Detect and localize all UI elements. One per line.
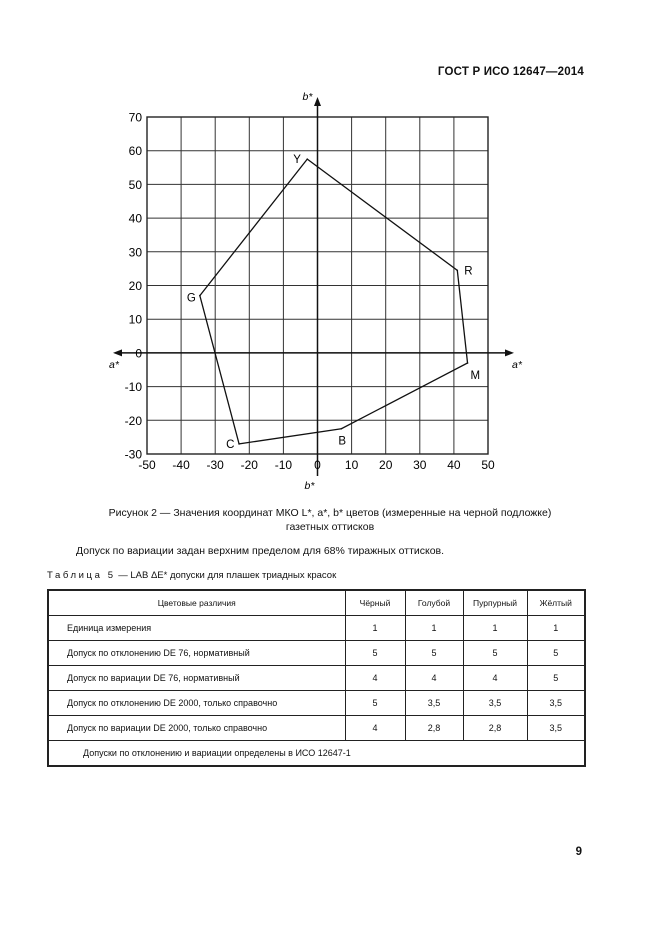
vertex-point xyxy=(238,443,240,445)
table-cell: Допуск по вариации DE 2000, только справочно xyxy=(48,716,345,741)
vertex-point xyxy=(467,362,469,364)
table-caption-text: — LAB ΔE* допуски для плашек триадных красок xyxy=(115,570,337,581)
gamut-polygon xyxy=(200,159,468,444)
figure-caption xyxy=(40,506,620,534)
table-cell: 1 xyxy=(345,616,405,641)
y-tick-label: 30 xyxy=(128,245,142,260)
table-caption xyxy=(47,570,336,581)
y-tick-label: -20 xyxy=(124,413,142,428)
table-cell: 5 xyxy=(345,641,405,666)
table-row xyxy=(48,716,585,741)
header-cell: Пурпурный xyxy=(463,590,527,616)
header-cell: Цветовые различия xyxy=(48,590,345,616)
x-tick-label: 10 xyxy=(344,458,359,472)
x-tick-label: -30 xyxy=(206,458,224,472)
header-cell: Чёрный xyxy=(345,590,405,616)
y-tick-label: 20 xyxy=(128,279,142,293)
table-cell: 5 xyxy=(463,641,527,666)
header-cell: Голубой xyxy=(405,590,463,616)
table-row xyxy=(48,616,585,641)
x-axis-arrow-left-icon xyxy=(113,349,122,356)
table-cell: 3,5 xyxy=(527,716,585,741)
vertex-label: Y xyxy=(293,154,301,167)
y-tick-label: -30 xyxy=(124,447,142,462)
vertex-point xyxy=(306,158,308,160)
table-cell: Единица измерения xyxy=(48,616,345,641)
x-tick-label: -10 xyxy=(274,458,293,472)
table-cell: 1 xyxy=(463,616,527,641)
table-cell: 5 xyxy=(527,641,585,666)
table-caption-number: Таблица 5 xyxy=(47,570,116,581)
vertex-label: B xyxy=(338,435,347,448)
header-cell: Жёлтый xyxy=(527,590,585,616)
x-tick-label: -40 xyxy=(172,458,190,472)
table-cell: 2,8 xyxy=(405,716,463,741)
table-cell: 3,5 xyxy=(405,691,463,716)
table-note: Допуски по отклонению и вариации определены в ИСО 12647-1 xyxy=(48,741,585,767)
y-axis-label-top: b* xyxy=(302,91,313,103)
y-tick-label: 10 xyxy=(128,312,142,327)
x-tick-label: 0 xyxy=(314,458,321,472)
table-row xyxy=(48,641,585,666)
x-tick-label: 40 xyxy=(447,458,461,472)
table-row xyxy=(48,691,585,716)
x-axis-label-left: a* xyxy=(109,358,119,371)
vertex-label: M xyxy=(470,370,481,383)
table-cell: Допуск по отклонению DE 2000, только справочно xyxy=(48,691,345,716)
x-axis-label-right: a* xyxy=(512,358,522,371)
y-tick-label: 60 xyxy=(128,144,142,159)
table-cell: 5 xyxy=(527,666,585,691)
table-cell: 5 xyxy=(405,641,463,666)
table-cell: 2,8 xyxy=(463,716,527,741)
vertex-label: C xyxy=(226,438,235,451)
table-cell: Допуск по отклонению DE 76, нормативный xyxy=(48,641,345,666)
x-tick-label: 20 xyxy=(379,458,393,472)
table-cell: 4 xyxy=(405,666,463,691)
figure-caption-line2: газетных оттисков xyxy=(285,521,375,533)
y-tick-label: 70 xyxy=(128,110,142,125)
table-cell: Допуск по вариации DE 76, нормативный xyxy=(48,666,345,691)
x-tick-label: 30 xyxy=(413,458,427,472)
vertex-point xyxy=(199,295,201,297)
table-cell: 1 xyxy=(527,616,585,641)
y-tick-label: -10 xyxy=(124,380,142,395)
table-cell: 4 xyxy=(345,716,405,741)
table-cell: 4 xyxy=(345,666,405,691)
x-axis-arrow-right-icon xyxy=(505,349,514,356)
x-tick-label: -20 xyxy=(240,458,258,472)
y-tick-label: 0 xyxy=(135,346,142,361)
vertex-point xyxy=(457,270,459,272)
vertex-label: R xyxy=(464,265,473,278)
y-tick-label: 50 xyxy=(128,177,142,192)
table-note-row xyxy=(48,741,585,767)
table-cell: 3,5 xyxy=(527,691,585,716)
y-tick-label: 40 xyxy=(128,211,142,226)
tolerance-table xyxy=(47,589,586,767)
vertex-label: G xyxy=(186,292,196,305)
table-row xyxy=(48,666,585,691)
table-cell: 4 xyxy=(463,666,527,691)
y-axis-label-bottom: b* xyxy=(304,480,315,492)
table-cell: 5 xyxy=(345,691,405,716)
table-header-row xyxy=(48,590,585,616)
x-tick-label: 50 xyxy=(481,458,495,472)
x-tick-label: -50 xyxy=(138,458,156,472)
table-cell: 3,5 xyxy=(463,691,527,716)
y-axis-arrow-up-icon xyxy=(314,97,321,106)
body-paragraph: Допуск по вариации задан верхним пределом для 68% тиражных оттисков. xyxy=(76,545,445,557)
document-header: ГОСТ Р ИСО 12647—2014 xyxy=(437,66,584,78)
figure-caption-line1: Рисунок 2 — Значения координат МКО L*, a*, b* цветов (измеренные на черной подложке) xyxy=(108,507,552,519)
page-number: 9 xyxy=(575,846,582,858)
table-cell: 1 xyxy=(405,616,463,641)
vertex-point xyxy=(341,428,343,430)
